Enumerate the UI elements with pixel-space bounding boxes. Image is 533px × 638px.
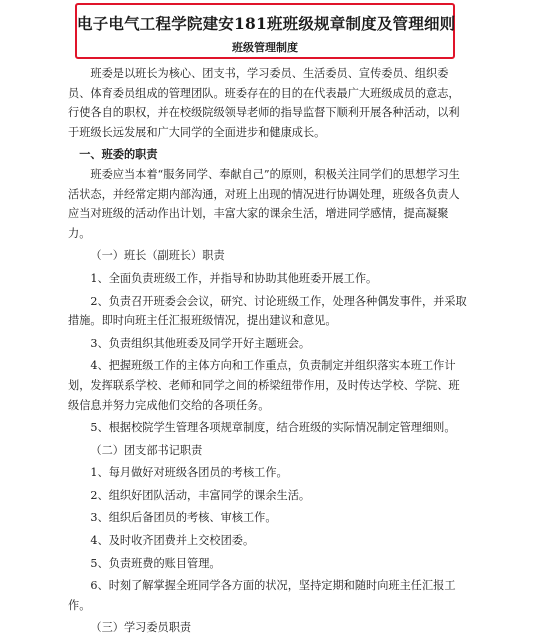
list-item: 5、根据校院学生管理各项规章制度，结合班级的实际情况制定管理细则。	[90, 421, 456, 435]
section-heading-duties: 一、班委的职责	[79, 147, 158, 162]
list-item: 4、及时收齐团费并上交校团委。	[90, 534, 255, 548]
list-item: 2、组织好团队活动，丰富同学的课余生活。	[90, 488, 311, 502]
list-item: 3、组织后备团员的考核、审核工作。	[90, 511, 277, 525]
list-item: 2、负责召开班委会会议，研究、讨论班级工作，处理各种偶发事件，并采取措施。即时向班主任汇报班级情况，提出建议和意见。	[68, 294, 467, 328]
document-title: 电子电气工程学院建安181班班级规章制度及管理细则	[77, 14, 456, 33]
title-box	[75, 3, 455, 59]
list-item: 5、负责班费的账目管理。	[90, 556, 221, 570]
list-item: 1、每月做好对班级各团员的考核工作。	[90, 466, 288, 480]
document-body	[68, 64, 470, 638]
list-item: 6、时刻了解掌握全班同学各方面的状况，坚持定期和随时向班主任汇报工作。	[68, 579, 456, 612]
duties-paragraph: 班委应当本着“服务同学、奉献自己”的原则，积极关注同学们的思想学习生活状态，并经常定期内部沟通，对班上出现的情况进行协调处理，班级各负责人应当对班级的活动作出计划，丰富大家的课余生活，增进同学感情，提高凝聚力。	[68, 167, 460, 240]
intro-paragraph: 班委是以班长为核心、团支书，学习委员、生活委员、宣传委员、组织委员、体育委员组成的管理团队。班委存在的目的在代表最广大班级成员的意志，行使各自的职权，并在校级院级领导老师的指导监督下顺利开展各种活动，以利于班级长远发展和广大同学的全面进步和健康成长。	[68, 67, 460, 139]
document-subtitle: 班级管理制度	[232, 41, 298, 54]
list-item: 1、全面负责班级工作，并指导和协助其他班委开展工作。	[90, 271, 378, 285]
list-item: 3、负责组织其他班委及同学开好主题班会。	[90, 336, 311, 350]
subsection-heading-league: （二）团支部书记职责	[90, 443, 203, 457]
subsection-heading-monitor: （一）班长（副班长）职责	[90, 249, 225, 263]
subsection-heading-study: （三）学习委员职责	[90, 621, 192, 635]
list-item: 4、把握班级工作的主体方向和工作重点，负责制定并组织落实本班工作计划，发挥联系学校、老师和同学之间的桥梁纽带作用，及时传达学校、学院、班级信息并努力完成他们交给的各项任务。	[68, 359, 460, 412]
